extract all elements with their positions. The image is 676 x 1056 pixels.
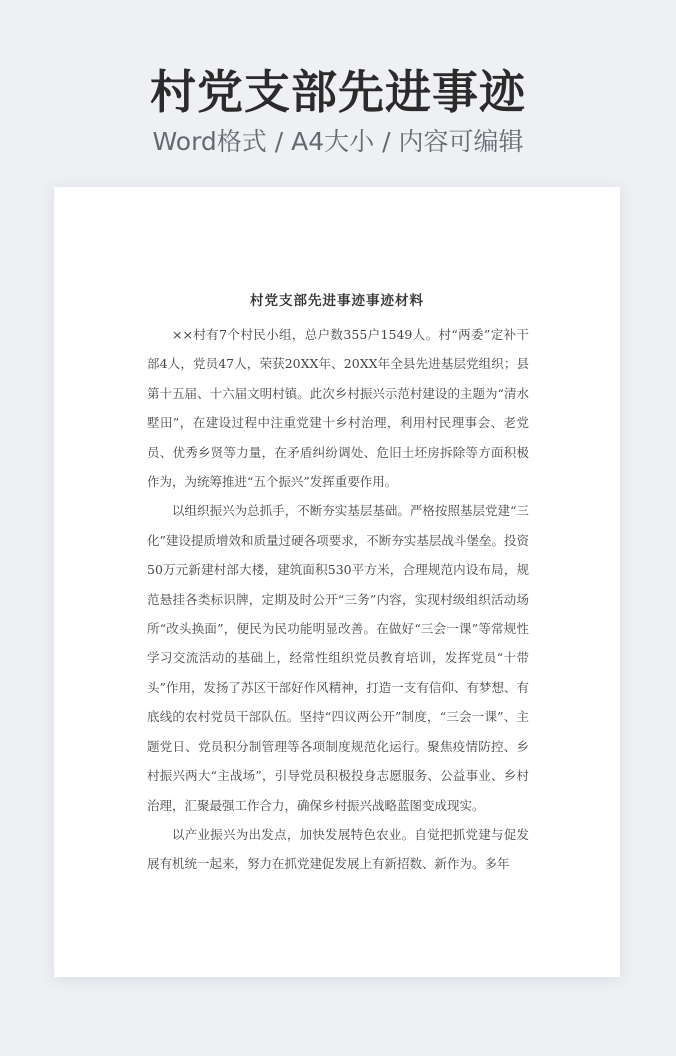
paragraph-industry: 以产业振兴为出发点，加快发展特色农业。自觉把抓党建与促发展有机统一起来，努力在抓党建促发展上有新招数、新作为。多年 [147, 826, 529, 872]
document-title: 村党支部先进事迹事迹材料 [250, 293, 424, 309]
document-body [147, 320, 529, 879]
document-page [54, 187, 620, 977]
format-subtitle: Word格式 / A4大小 / 内容可编辑 [152, 127, 524, 156]
paragraph-intro: ××村有7个村民小组，总户数355户1549人。村“两委”定补干部4人，党员47人，荣获20XX年、20XX年全县先进基层党组织；县第十五届、十六届文明村镇。此次乡村振兴示范村建设的主题为“清水墅田”，在建设过程中注重党建十乡村治理，利用村民理事会、老党员、优秀乡贤等力量，在矛盾纠纷调处、危旧土坯房拆除等方面积极作为，为统筹推进“五个振兴”发挥重要作用。 [147, 327, 529, 490]
page-header [0, 62, 676, 160]
paragraph-organization: 以组织振兴为总抓手，不断夯实基层基础。严格按照基层党建“三化”建设提质增效和质量过硬各项要求，不断夯实基层战斗堡垒。投资50万元新建村部大楼，建筑面积530平方米，合理规范内设布局，规范悬挂各类标识牌，定期及时公开“三务”内容，实现村级组织活动场所“改头换面”，便民为民功能明显改善。在做好“三会一课”等常规性学习交流活动的基础上，经常性组织党员教育培训，发挥党员“十带头”作用，发扬了苏区干部好作风精神，打造一支有信仰、有梦想、有底线的农村党员干部队伍。坚持“四议两公开”制度，“三会一课”、主题党日、党员积分制管理等各项制度规范化运行。聚焦疫情防控、乡村振兴两大“主战场”，引导党员积极投身志愿服务、公益事业、乡村治理，汇聚最强工作合力，确保乡村振兴战略蓝图变成现实。 [147, 503, 529, 813]
main-title: 村党支部先进事迹 [150, 65, 526, 119]
